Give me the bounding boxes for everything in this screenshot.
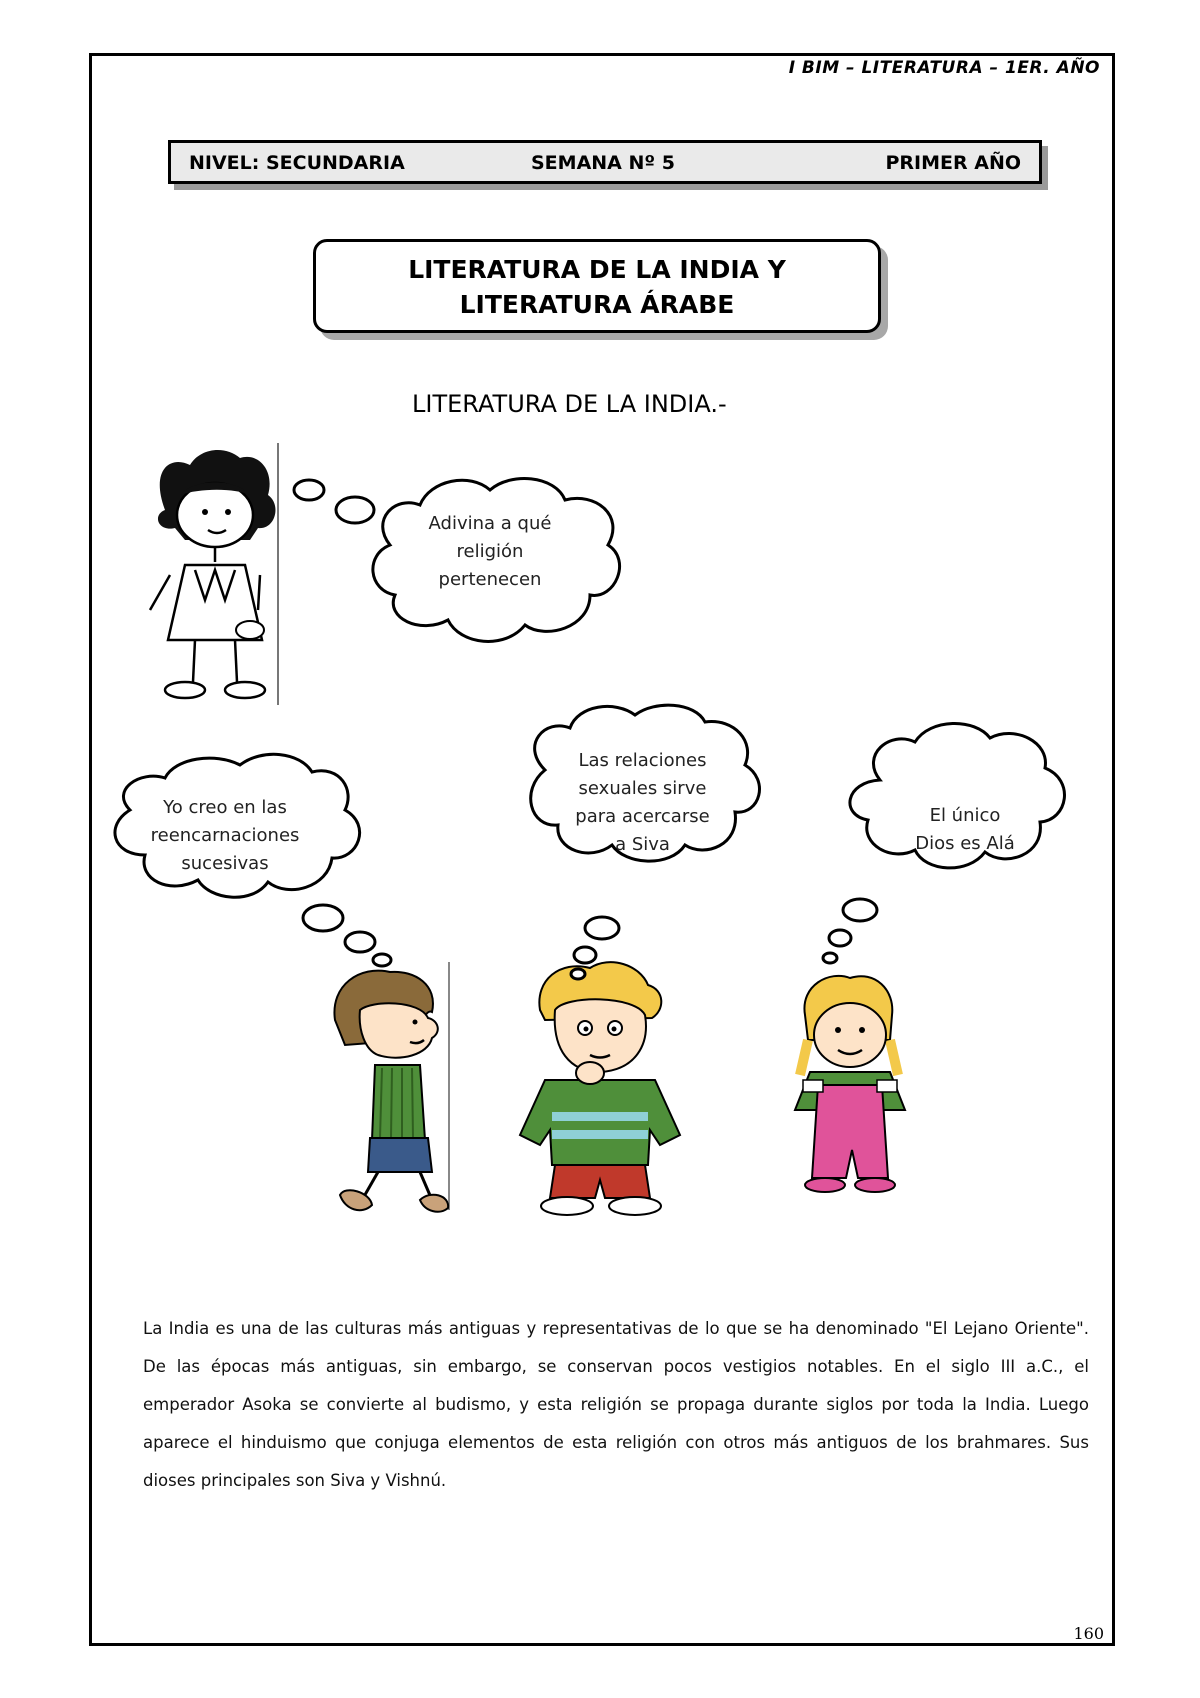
boy-thinking-icon — [520, 962, 680, 1215]
section-heading: LITERATURA DE LA INDIA.- — [412, 390, 727, 418]
bubble-line: sucesivas — [181, 853, 269, 874]
bubble-line: Dios es Alá — [915, 833, 1015, 854]
bubble-line: a Siva — [615, 834, 670, 855]
bubble-line: Las relaciones — [578, 750, 707, 771]
bubble-line: pertenecen — [438, 569, 542, 590]
title-line-2: LITERATURA ÁRABE — [459, 290, 735, 319]
year-label: PRIMER AÑO — [885, 152, 1021, 174]
running-head: I BIM – LITERATURA – 1ER. AÑO — [788, 58, 1100, 78]
girl-black-hair-icon — [150, 443, 278, 705]
level-label: NIVEL: SECUNDARIA — [189, 152, 405, 174]
page-number: 160 — [1073, 1624, 1104, 1643]
title-line-1: LITERATURA DE LA INDIA Y — [408, 255, 786, 284]
bubble-text-girl — [890, 802, 1040, 858]
bubble-line: sexuales sirve — [578, 778, 707, 799]
body-paragraph: La India es una de las culturas más antiguas y representativas de lo que se ha denominado "El Lejano Oriente". De las épocas más antiguas, sin embargo, se conservan pocos vestigios notables. En el siglo III a.C., el emperador Asoka se convierte al budismo, y esta religión se propaga durante siglos por toda la India. Luego aparece el hinduismo que conjuga elementos de esta religión con otros más antiguos de los brahmares. Sus dioses principales son Siva y Vishnú. — [143, 1319, 1089, 1490]
bubble-text-lucy — [400, 510, 580, 594]
bubble-text-peppermint — [130, 794, 320, 878]
bubble-line: para acercarse — [575, 806, 710, 827]
kid-walking-icon — [334, 962, 449, 1212]
bubble-line: Adivina a qué — [428, 513, 552, 534]
bubble-line: reencarnaciones — [150, 825, 300, 846]
bubble-line: religión — [456, 541, 524, 562]
bubble-text-boy — [555, 747, 730, 859]
bubble-line: Yo creo en las — [163, 797, 287, 818]
week-label: SEMANA Nº 5 — [531, 152, 675, 174]
bubble-line: El único — [929, 805, 1001, 826]
girl-braids-icon — [795, 976, 905, 1192]
